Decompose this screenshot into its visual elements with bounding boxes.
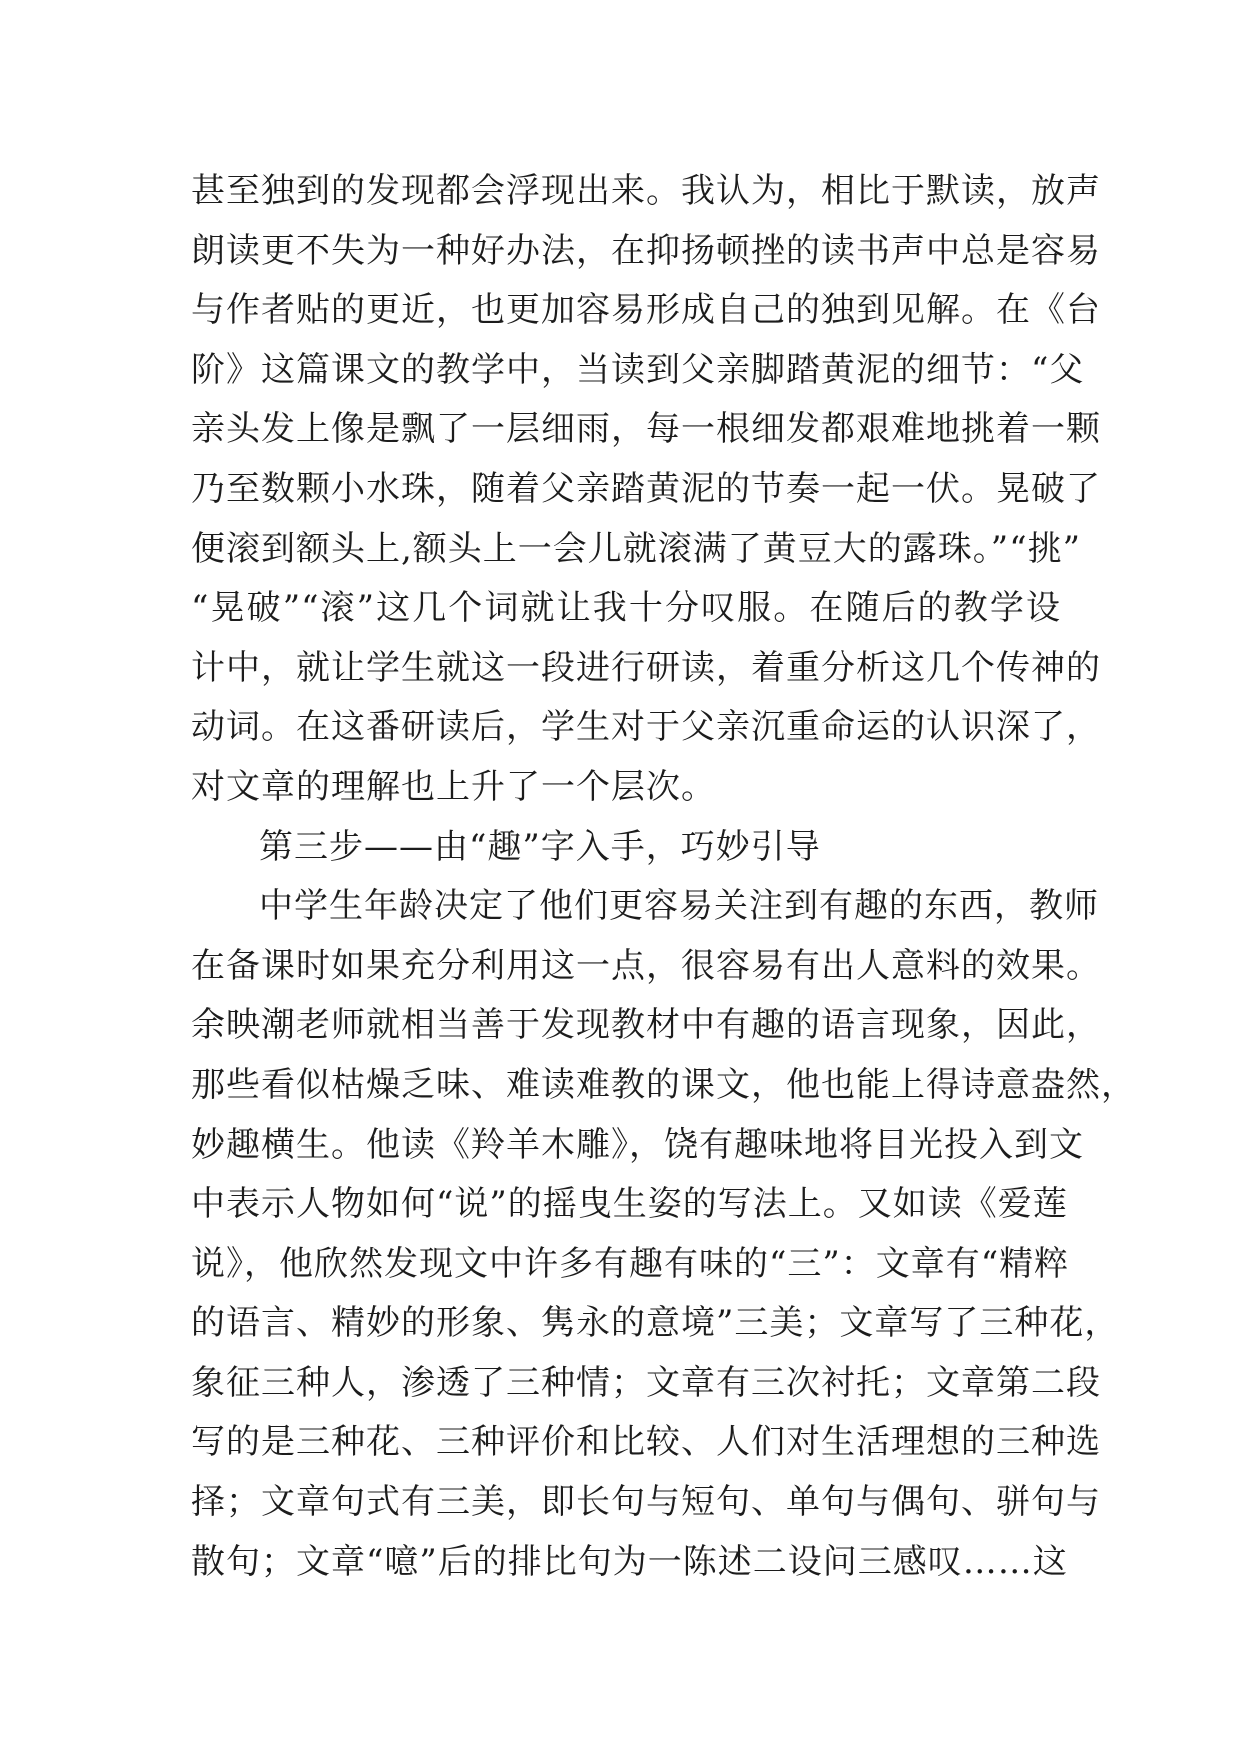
text-line: 乃至数颗小水珠，随着父亲踏黄泥的节奏一起一伏。晃破了 xyxy=(191,468,1101,509)
text-line: 与作者贴的更近，也更加容易形成自己的独到见解。在《台 xyxy=(191,290,1101,331)
text-line: 对文章的理解也上升了一个层次。 xyxy=(191,766,716,807)
text-line: 阶》这篇课文的教学中，当读到父亲脚踏黄泥的细节：“父 xyxy=(191,349,1085,390)
text-line: 写的是三种花、三种评价和比较、人们对生活理想的三种选 xyxy=(191,1422,1101,1463)
paragraph-first-line: 中学生年龄决定了他们更容易关注到有趣的东西，教师 xyxy=(259,886,1099,927)
text-line: 计中，就让学生就这一段进行研读，着重分析这几个传神的 xyxy=(191,647,1101,688)
section-heading: 第三步——由“趣”字入手，巧妙引导 xyxy=(259,826,821,867)
text-line: 那些看似枯燥乏味、难读难教的课文，他也能上得诗意盎然， xyxy=(191,1064,1136,1105)
body-text xyxy=(191,162,1136,1592)
text-line: 余映潮老师就相当善于发现教材中有趣的语言现象，因此， xyxy=(191,1005,1101,1046)
text-line: 亲头发上像是飘了一层细雨，每一根细发都艰难地挑着一颗 xyxy=(191,409,1101,450)
text-line: 择；文章句式有三美，即长句与短句、单句与偶句、骈句与 xyxy=(191,1482,1101,1523)
text-line: 便滚到额头上,额头上一会儿就滚满了黄豆大的露珠。”“挑” xyxy=(191,528,1081,569)
text-line: 妙趣横生。他读《羚羊木雕》，饶有趣味地将目光投入到文 xyxy=(191,1124,1084,1165)
text-line: 象征三种人，渗透了三种情；文章有三次衬托；文章第二段 xyxy=(191,1362,1101,1403)
text-line: 朗读更不失为一种好办法，在抑扬顿挫的读书声中总是容易 xyxy=(191,230,1101,271)
text-line: 的语言、精妙的形象、隽永的意境”三美；文章写了三种花， xyxy=(191,1303,1120,1344)
text-line: 甚至独到的发现都会浮现出来。我认为，相比于默读，放声 xyxy=(191,171,1101,211)
text-line: 说》，他欣然发现文中许多有趣有味的“三”：文章有“精粹 xyxy=(191,1243,1070,1284)
text-line: “晃破”“滚”这几个词就让我十分叹服。在随后的教学设 xyxy=(191,588,1061,629)
text-line: 动词。在这番研读后，学生对于父亲沉重命运的认识深了， xyxy=(191,707,1101,748)
text-line: 中表示人物如何“说”的摇曳生姿的写法上。又如读《爱莲 xyxy=(191,1184,1068,1225)
text-line: 在备课时如果充分利用这一点，很容易有出人意料的效果。 xyxy=(191,945,1101,986)
text-line: 散句；文章“噫”后的排比句为一陈述二设问三感叹……这 xyxy=(191,1541,1068,1582)
